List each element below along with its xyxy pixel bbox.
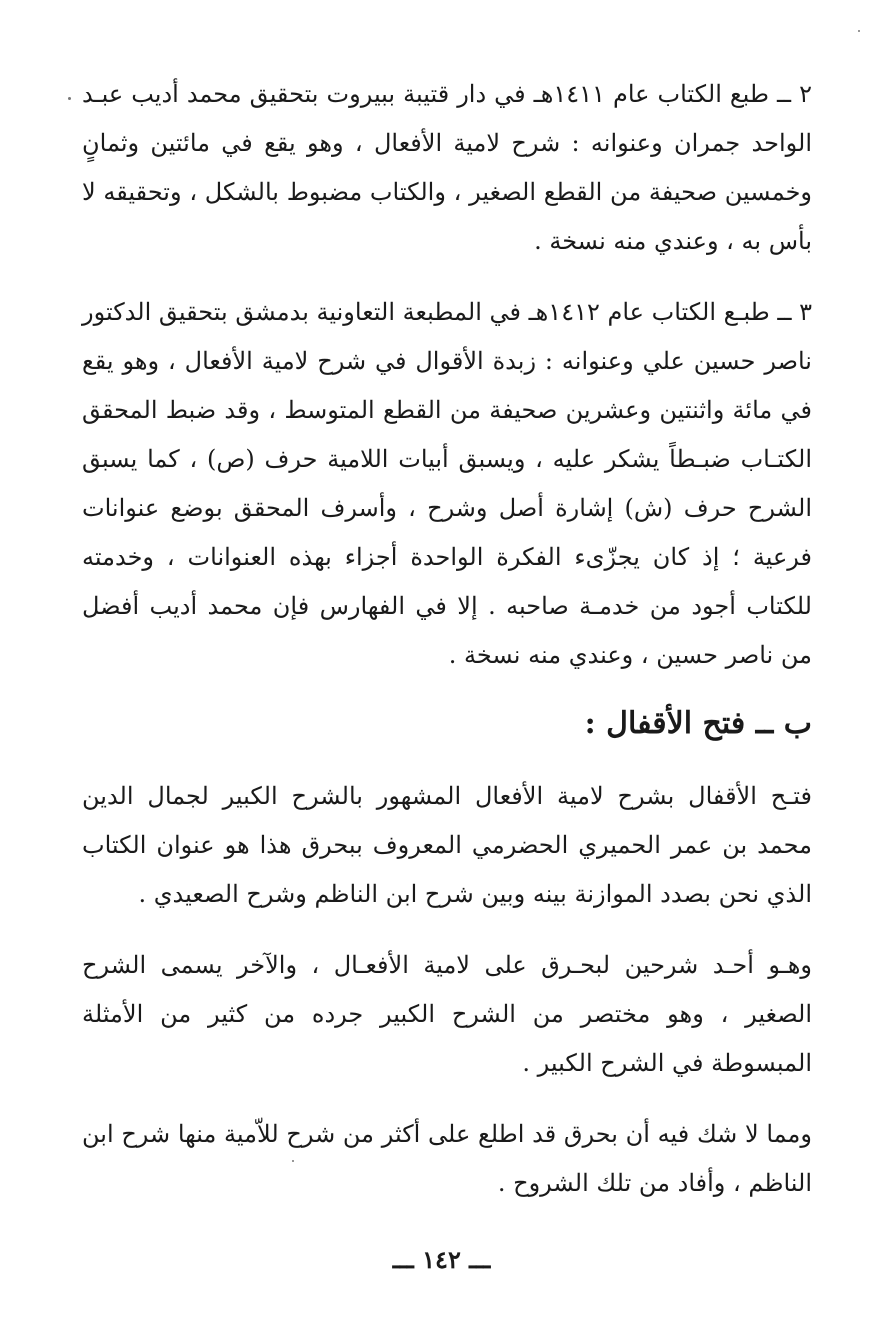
paragraph-item-3: ٣ ــ طبـع الكتاب عام ١٤١٢هـ في المطبعة التعاونية بدمشق بتحقيق الدكتور ناصر حسين علي وعنوانه : زبدة الأقوال في شرح لامية الأفعال ، وهو يقع في مائة واثنتين وعشرين صحيفة من القطع المتوسط ، وقد ضبط المحقق الكتـاب ضبـطاً يشكر عليه ، ويسبق أبيات اللامية حرف (ص) ، كما يسبق الشرح حرف (ش) إشارة أصل وشرح ، وأسرف المحقق بوضع عنوانات فرعية ؛ إذ كان يجزّىء الفكرة الواحدة أجزاء بهذه العنوانات ، وخدمته للكتاب أجود من خدمـة صاحبه . إلا في الفهارس فإن محمد أديب أفضل من ناصر حسين ، وعندي منه نسخة . [82,298,813,669]
page-body [82,70,812,1230]
page-number: ـــ ١٤٢ ـــ [392,1245,491,1274]
scan-speck [68,97,71,100]
scan-speck [858,30,860,32]
paragraph-fath-al-aqfal: فتـح الأقفال بشرح لامية الأفعال المشهور بالشرح الكبير لجمال الدين محمد بن عمر الحميري الحضرمي المعروف ببحرق هذا هو عنوان الكتاب الذي نحن بصدد الموازنة بينه وبين شرح ابن الناظم وشرح الصعيدي . [82,782,812,908]
paragraph-two-commentaries: وهـو أحـد شرحين لبحـرق على لامية الأفعـال ، والآخر يسمى الشرح الصغير ، وهو مختصر من الشرح الكبير جرده من كثير من الأمثلة المبسوطة في الشرح الكبير . [82,951,812,1077]
section-heading: ب ــ فتح الأقفال : [584,706,812,741]
paragraph-ibn-al-nazim: ومما لا شك فيه أن بحرق قد اطلع على أكثر من شرح للاّمية منها شرح ابن الناظم ، وأفاد من تلك الشروح . [82,1120,812,1197]
paragraph-item-2: ٢ ــ طبع الكتاب عام ١٤١١هـ في دار قتيبة ببيروت بتحقيق محمد أديب عبـد الواحد جمران وعنوانه : شرح لامية الأفعال ، وهو يقع في مائتين وثمانٍ وخمسين صحيفة من القطع الصغير ، والكتاب مضبوط بالشكل ، وتحقيقه لا بأس به ، وعندي منه نسخة . [82,80,812,255]
scan-speck [292,1160,294,1162]
